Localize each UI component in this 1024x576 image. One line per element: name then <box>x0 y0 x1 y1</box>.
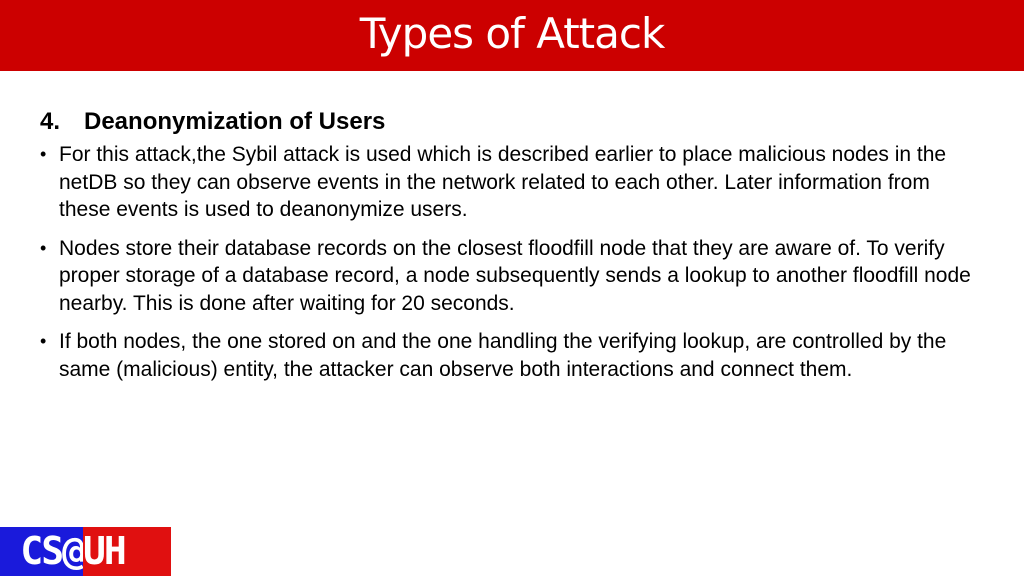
cs-uh-logo <box>0 527 171 576</box>
section-title: Deanonymization of Users <box>84 108 386 135</box>
slide-content <box>40 107 980 394</box>
bullet-list <box>40 141 980 383</box>
bullet-icon: • <box>40 237 47 258</box>
bullet-icon: • <box>40 144 47 164</box>
list-item <box>40 235 980 318</box>
title-bar <box>0 0 1024 71</box>
logo-left: CS@ <box>0 527 83 576</box>
section-number: 4. <box>40 108 61 135</box>
bullet-icon: • <box>40 331 47 351</box>
logo-right: UH <box>83 527 171 576</box>
slide-title: Types of Attack <box>359 8 665 58</box>
list-item <box>40 141 980 224</box>
bullet-text: For this attack,the Sybil attack is used which is described earlier to place malicious nodes in the netDB so they can observe events in the network related to each other. Later information from these events is used to deanonymize users. <box>59 143 947 221</box>
list-item <box>40 328 980 383</box>
section-heading <box>40 107 980 137</box>
bullet-text: Nodes store their database records on the closest floodfill node that they are aware of. To verify proper storage of a database record, a node subsequently sends a lookup to another floodfill node nearby. This is done after waiting for 20 seconds. <box>59 236 971 315</box>
bullet-text: If both nodes, the one stored on and the one handling the verifying lookup, are controlled by the same (malicious) entity, the attacker can observe both interactions and connect them. <box>59 330 947 381</box>
